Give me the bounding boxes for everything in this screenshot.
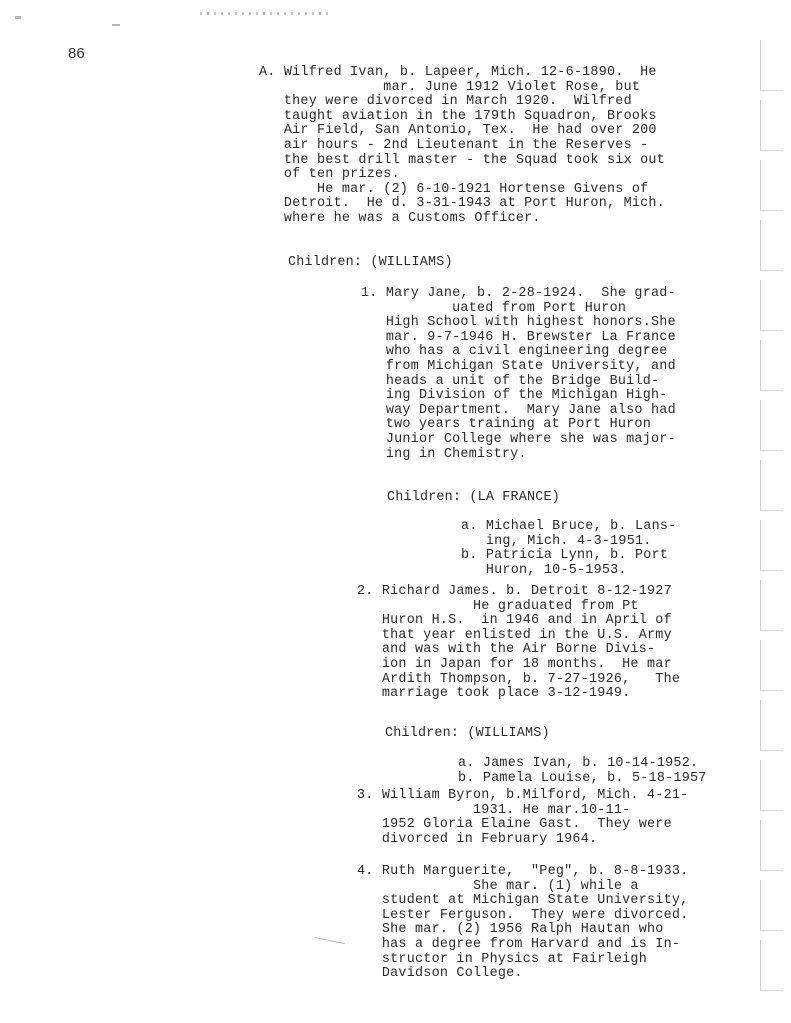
child-3-text xyxy=(357,789,688,847)
list-item: b. Pamela Louise, b. 5-18-1957 xyxy=(458,770,707,786)
text-line: He mar. (2) 6-10-1921 Hortense Givens of xyxy=(259,181,649,197)
child-1-children xyxy=(461,520,676,578)
text-line: Ardith Thompson, b. 7-27-1926, The xyxy=(357,671,681,687)
text-line: Junior College where she was major- xyxy=(361,431,676,447)
edge-mark xyxy=(760,400,783,451)
edge-mark xyxy=(760,460,783,511)
text-line: He graduated from Pt xyxy=(357,598,639,614)
text-line: ion in Japan for 18 months. He mar xyxy=(357,656,672,672)
children-heading: Children: (WILLIAMS) xyxy=(385,726,550,741)
edge-mark xyxy=(760,880,783,931)
text-line: uated from Port Huron xyxy=(361,300,627,316)
text-line: divorced in February 1964. xyxy=(357,831,598,847)
edge-mark xyxy=(760,40,783,91)
text-line: mar. June 1912 Violet Rose, but xyxy=(259,79,641,95)
text-line: they were divorced in March 1920. Wilfred xyxy=(259,94,632,110)
edge-mark xyxy=(760,520,783,571)
text-line: student at Michigan State University, xyxy=(357,893,689,909)
text-line: ing in Chemistry. xyxy=(361,446,527,462)
text-line: two years training at Port Huron xyxy=(361,417,651,433)
text-line: Davidson College. xyxy=(357,966,523,982)
children-heading: Children: (LA FRANCE) xyxy=(387,490,560,505)
child-2-text xyxy=(357,585,680,702)
pen-stroke xyxy=(313,937,345,954)
text-line: 1. Mary Jane, b. 2-28-1924. She grad- xyxy=(361,286,676,301)
list-item: Huron, 10-5-1953. xyxy=(461,562,627,578)
text-line: 1952 Gloria Elaine Gast. They were xyxy=(357,817,672,833)
edge-mark xyxy=(760,220,783,271)
text-line: has a degree from Harvard and is In- xyxy=(357,936,681,952)
entry-a-text xyxy=(259,66,665,227)
text-line: 3. William Byron, b.Milford, Mich. 4-21- xyxy=(357,788,689,803)
list-item: b. Patricia Lynn, b. Port xyxy=(461,548,669,564)
text-line: of ten prizes. xyxy=(259,167,400,183)
scan-artifact xyxy=(200,12,330,15)
text-line: A. Wilfred Ivan, b. Lapeer, Mich. 12-6-1890. He xyxy=(259,65,657,80)
scan-mark xyxy=(15,16,21,19)
edge-mark xyxy=(760,340,783,391)
edge-mark xyxy=(760,160,783,211)
edge-mark xyxy=(760,760,783,811)
edge-mark xyxy=(760,280,783,331)
text-line: from Michigan State University, and xyxy=(361,358,676,374)
edge-mark xyxy=(760,100,783,151)
text-line: Air Field, San Antonio, Tex. He had over 200 xyxy=(259,123,657,139)
text-line: air hours - 2nd Lieutenant in the Reserves - xyxy=(259,137,649,153)
text-line: ing Division of the Michigan High- xyxy=(361,388,668,404)
text-line: mar. 9-7-1946 H. Brewster La France xyxy=(361,329,676,345)
text-line: Detroit. He d. 3-31-1943 at Port Huron, Mich. xyxy=(259,196,665,212)
list-item: ing, Mich. 4-3-1951. xyxy=(461,533,652,549)
text-line: and was with the Air Borne Divis- xyxy=(357,642,656,658)
text-line: taught aviation in the 179th Squadron, Brooks xyxy=(259,108,657,124)
child-2-children xyxy=(458,757,707,786)
text-line: the best drill master - the Squad took six out xyxy=(259,152,665,168)
text-line: High School with highest honors.She xyxy=(361,315,676,331)
text-line: 1931. He mar.10-11- xyxy=(357,802,631,818)
text-line: heads a unit of the Bridge Build- xyxy=(361,373,660,389)
edge-mark xyxy=(760,820,783,871)
page-number: 86 xyxy=(68,45,85,62)
children-heading: Children: (WILLIAMS) xyxy=(288,255,453,270)
text-line: She mar. (2) 1956 Ralph Hautan who xyxy=(357,922,664,938)
list-item: a. James Ivan, b. 10-14-1952. xyxy=(458,756,699,771)
text-line: 4. Ruth Marguerite, "Peg", b. 8-8-1933. xyxy=(357,864,689,879)
text-line: way Department. Mary Jane also had xyxy=(361,402,676,418)
scan-mark xyxy=(112,24,120,26)
text-line: who has a civil engineering degree xyxy=(361,344,668,360)
text-line: Huron H.S. in 1946 and in April of xyxy=(357,613,672,629)
child-1-text xyxy=(361,287,676,462)
edge-mark xyxy=(760,640,783,691)
text-line: where he was a Customs Officer. xyxy=(259,210,541,226)
text-line: that year enlisted in the U.S. Army xyxy=(357,627,672,643)
edge-mark xyxy=(760,580,783,631)
text-line: 2. Richard James. b. Detroit 8-12-1927 xyxy=(357,584,672,599)
edge-mark xyxy=(760,700,783,751)
edge-mark xyxy=(760,940,783,991)
text-line: structor in Physics at Fairleigh xyxy=(357,951,647,967)
child-4-text xyxy=(357,865,688,982)
text-line: She mar. (1) while a xyxy=(357,878,639,894)
text-line: Lester Ferguson. They were divorced. xyxy=(357,907,689,923)
list-item: a. Michael Bruce, b. Lans- xyxy=(461,519,677,534)
text-line: marriage took place 3-12-1949. xyxy=(357,686,631,702)
